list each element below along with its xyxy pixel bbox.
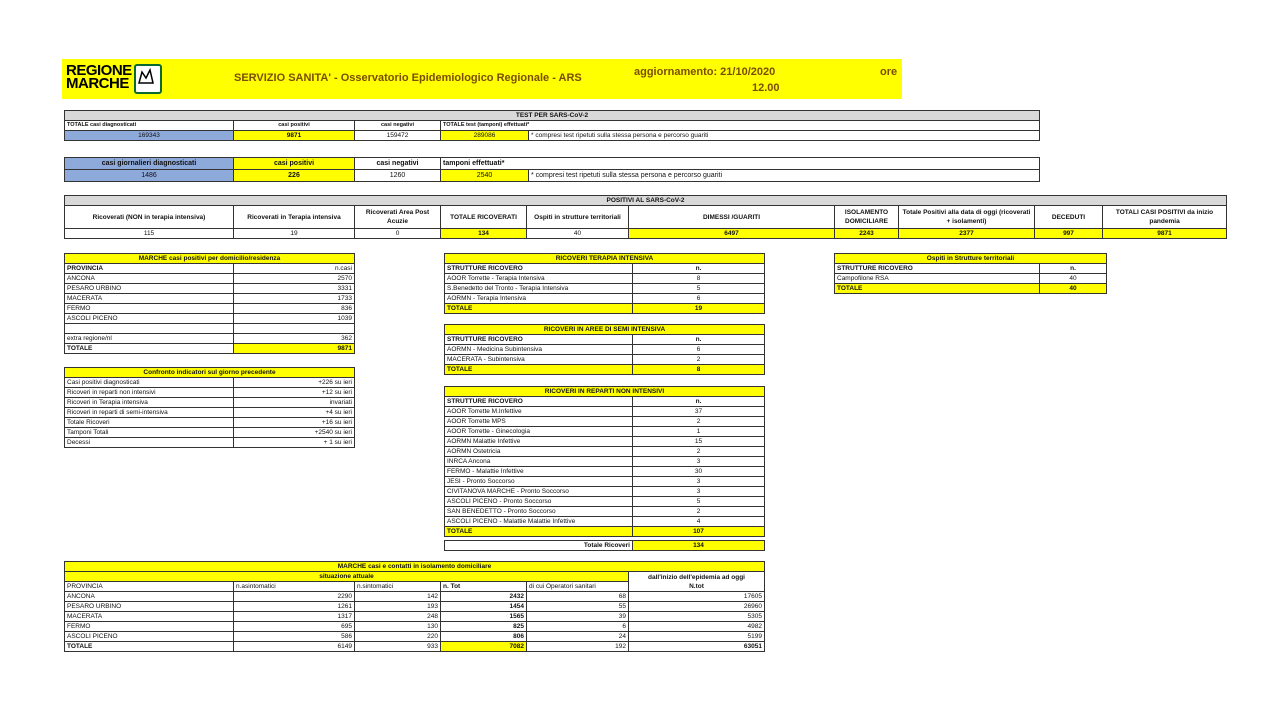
ti-head-struttura: STRUTTURE RICOVERO xyxy=(445,264,633,274)
isol-asint: 1317 xyxy=(234,612,355,622)
nonint-struttura: ASCOLI PICENO - Pronto Soccorso xyxy=(445,497,633,507)
confronto-label: Ricoveri in reparti di semi-intensiva xyxy=(65,408,234,418)
domicilio-prov: extra regione/nl xyxy=(65,334,234,344)
domicilio-n: 362 xyxy=(234,334,355,344)
table-row xyxy=(65,632,765,642)
region-logo xyxy=(66,64,166,96)
daily-table xyxy=(64,157,1040,182)
domicilio-head-prov: PROVINCIA xyxy=(65,264,234,274)
nonint-n: 15 xyxy=(633,437,765,447)
table-row xyxy=(65,408,355,418)
isol-ntot: 4982 xyxy=(629,622,765,632)
isol-prov: FERMO xyxy=(65,622,234,632)
confronto-label: Decessi xyxy=(65,438,234,448)
table-row xyxy=(445,507,765,517)
update-time: 12.00 xyxy=(752,82,780,94)
isol-ntot: 5199 xyxy=(629,632,765,642)
nonint-n: 2 xyxy=(633,507,765,517)
table-row xyxy=(445,407,765,417)
nonint-total-label: TOTALE xyxy=(445,527,633,537)
isolamento-head-prov: PROVINCIA xyxy=(65,582,234,592)
ospiti-table xyxy=(834,253,1107,294)
confronto-value: +2540 su ieri xyxy=(234,428,355,438)
isolamento-head-sint: n.sintomatici xyxy=(355,582,441,592)
nonint-struttura: ASCOLI PICENO - Malattie Malattie Infettive xyxy=(445,517,633,527)
nonint-struttura: AOOR Torrette MPS xyxy=(445,417,633,427)
table-row xyxy=(445,284,765,294)
table-row xyxy=(445,294,765,304)
isol-tot: 1454 xyxy=(441,602,527,612)
totale-ricoveri-label: Totale Ricoveri xyxy=(445,541,633,551)
isolamento-head-ntot2: N.tot xyxy=(689,582,704,590)
ospiti-total-label: TOTALE xyxy=(835,284,1040,294)
nonint-n: 3 xyxy=(633,487,765,497)
confronto-value: +226 su ieri xyxy=(234,378,355,388)
isolamento-title: MARCHE casi e contatti in isolamento domiciliare xyxy=(65,562,765,572)
isol-oper: 6 xyxy=(527,622,629,632)
totale-ricoveri-table xyxy=(444,540,765,551)
ti-struttura: AORMN - Terapia Intensiva xyxy=(445,294,633,304)
isolamento-head-oper: di cui Operatori sanitari xyxy=(527,582,629,592)
isol-total-ntot: 63051 xyxy=(629,642,765,652)
semi-total-value: 8 xyxy=(633,365,765,375)
confronto-value: invariati xyxy=(234,398,355,408)
nonint-n: 2 xyxy=(633,417,765,427)
table-row xyxy=(445,517,765,527)
isol-sint: 248 xyxy=(355,612,441,622)
domicilio-prov: ANCONA xyxy=(65,274,234,284)
nonint-n: 1 xyxy=(633,427,765,437)
domicilio-total-value: 9871 xyxy=(234,344,355,354)
ospiti-struttura: Campofilone RSA xyxy=(835,274,1040,284)
test-val-tamponi: 289086 xyxy=(441,131,529,141)
ti-title: RICOVERI TERAPIA INTENSIVA xyxy=(445,254,765,264)
confronto-value: +4 su ieri xyxy=(234,408,355,418)
pos-val-totali: 9871 xyxy=(1103,229,1227,239)
domicilio-n: 1733 xyxy=(234,294,355,304)
confronto-value: +12 su ieri xyxy=(234,388,355,398)
table-row xyxy=(65,324,355,334)
logo-emblem-icon xyxy=(134,64,162,94)
table-row xyxy=(445,487,765,497)
nonint-head-n: n. xyxy=(633,397,765,407)
confronto-label: Tamponi Totali xyxy=(65,428,234,438)
isol-asint: 586 xyxy=(234,632,355,642)
table-row xyxy=(65,612,765,622)
isol-ntot: 17605 xyxy=(629,592,765,602)
nonint-struttura: INRCA Ancona xyxy=(445,457,633,467)
test-note: * compresi test ripetuti sulla stessa persona e percorso guariti xyxy=(529,131,1040,141)
domicilio-n: 1039 xyxy=(234,314,355,324)
isol-prov: ASCOLI PICENO xyxy=(65,632,234,642)
confronto-label: Totale Ricoveri xyxy=(65,418,234,428)
logo-line-2: MARCHE xyxy=(66,75,129,92)
semi-total-label: TOTALE xyxy=(445,365,633,375)
update-label: aggiornamento: 21/10/2020 xyxy=(634,66,776,78)
nonint-struttura: AOOR Torrette - Ginecologia xyxy=(445,427,633,437)
logo-line-1: REGIONE xyxy=(66,62,132,79)
isol-sint: 142 xyxy=(355,592,441,602)
confronto-title: Confronto indicatori sul giorno precedente xyxy=(65,368,355,378)
daily-val-positivi: 226 xyxy=(234,170,355,182)
test-val-total: 169343 xyxy=(65,131,234,141)
pos-col-totali: TOTALI CASI POSITIVI da inizio pandemia xyxy=(1103,206,1227,229)
isol-total-tot: 7082 xyxy=(441,642,527,652)
nonint-n: 2 xyxy=(633,447,765,457)
nonint-n: 3 xyxy=(633,477,765,487)
domicilio-table xyxy=(64,253,355,354)
nonint-struttura: AOOR Torrette M.Infettive xyxy=(445,407,633,417)
totale-ricoveri-value: 134 xyxy=(633,541,765,551)
domicilio-head-n: n.casi xyxy=(234,264,355,274)
domicilio-n: 836 xyxy=(234,304,355,314)
confronto-table xyxy=(64,367,355,448)
isol-sint: 193 xyxy=(355,602,441,612)
isol-tot: 2432 xyxy=(441,592,527,602)
table-row xyxy=(445,477,765,487)
ospiti-n: 40 xyxy=(1040,274,1107,284)
daily-col-casi: casi giornalieri diagnosticati xyxy=(65,158,234,170)
isolamento-sub-attuale: situazione attuale xyxy=(65,572,629,582)
table-row xyxy=(65,334,355,344)
daily-col-negativi: casi negativi xyxy=(355,158,441,170)
daily-val-negativi: 1260 xyxy=(355,170,441,182)
positivi-table xyxy=(64,195,1227,239)
domicilio-prov xyxy=(65,324,234,334)
test-col-tamponi: TOTALE test (tamponi) effettuati* xyxy=(441,121,1040,131)
ti-head-n: n. xyxy=(633,264,765,274)
table-row xyxy=(445,345,765,355)
domicilio-total-label: TOTALE xyxy=(65,344,234,354)
pos-val-ti: 19 xyxy=(234,229,355,239)
nonint-struttura: AORMN Malattie Infettive xyxy=(445,437,633,447)
isol-total-asint: 6149 xyxy=(234,642,355,652)
table-row xyxy=(65,274,355,284)
ti-n: 5 xyxy=(633,284,765,294)
isol-tot: 806 xyxy=(441,632,527,642)
table-row xyxy=(65,418,355,428)
pos-col-totpos: Totale Positivi alla data di oggi (ricoverati + isolamenti) xyxy=(899,206,1035,229)
pos-col-postacuzie: Ricoverati Area Post Acuzie xyxy=(355,206,441,229)
isol-sint: 220 xyxy=(355,632,441,642)
semi-table xyxy=(444,324,765,375)
confronto-label: Ricoveri in reparti non intensivi xyxy=(65,388,234,398)
test-title: TEST PER SARS-CoV-2 xyxy=(65,111,1040,121)
pos-val-dimessi: 6497 xyxy=(629,229,835,239)
ti-n: 8 xyxy=(633,274,765,284)
pos-col-isolamento: ISOLAMENTO DOMICILIARE xyxy=(835,206,899,229)
isol-tot: 1565 xyxy=(441,612,527,622)
pos-col-totric: TOTALE RICOVERATI xyxy=(441,206,527,229)
nonint-n: 5 xyxy=(633,497,765,507)
service-title: SERVIZIO SANITA' - Osservatorio Epidemiologico Regionale - ARS xyxy=(234,72,582,84)
test-table xyxy=(64,110,1040,141)
table-row xyxy=(65,398,355,408)
semi-n: 6 xyxy=(633,345,765,355)
domicilio-n: 2570 xyxy=(234,274,355,284)
ospiti-total-value: 40 xyxy=(1040,284,1107,294)
pos-col-ti: Ricoverati in Terapia intensiva xyxy=(234,206,355,229)
table-row xyxy=(65,314,355,324)
test-col-positivi: casi positivi xyxy=(234,121,355,131)
pos-val-ricoverati: 115 xyxy=(65,229,234,239)
nonint-head-struttura: STRUTTURE RICOVERO xyxy=(445,397,633,407)
isol-asint: 695 xyxy=(234,622,355,632)
domicilio-prov: ASCOLI PICENO xyxy=(65,314,234,324)
ti-n: 6 xyxy=(633,294,765,304)
nonint-n: 3 xyxy=(633,457,765,467)
isol-prov: PESARO URBINO xyxy=(65,602,234,612)
domicilio-prov: MACERATA xyxy=(65,294,234,304)
semi-n: 2 xyxy=(633,355,765,365)
table-row xyxy=(445,497,765,507)
ti-struttura: S.Benedetto del Tronto - Terapia Intensiva xyxy=(445,284,633,294)
ti-struttura: AOOR Torrette - Terapia Intensiva xyxy=(445,274,633,284)
confronto-value: +16 su ieri xyxy=(234,418,355,428)
isol-total-label: TOTALE xyxy=(65,642,234,652)
daily-val-tamponi: 2540 xyxy=(441,170,529,182)
table-row xyxy=(445,457,765,467)
isolamento-sub-inizio xyxy=(629,572,765,592)
table-row xyxy=(65,304,355,314)
domicilio-n: 3331 xyxy=(234,284,355,294)
nonint-struttura: CIVITANOVA MARCHE - Pronto Soccorso xyxy=(445,487,633,497)
pos-col-ricoverati: Ricoverati (NON in terapia intensiva) xyxy=(65,206,234,229)
isolamento-head-asint: n.asintomatici xyxy=(234,582,355,592)
isol-prov: ANCONA xyxy=(65,592,234,602)
table-row xyxy=(65,602,765,612)
table-row xyxy=(65,592,765,602)
ospiti-head-struttura: STRUTTURE RICOVERO xyxy=(835,264,1040,274)
isolamento-head-tot: n. Tot xyxy=(441,582,527,592)
isol-total-sint: 933 xyxy=(355,642,441,652)
confronto-label: Ricoveri in Terapia intensiva xyxy=(65,398,234,408)
semi-title: RICOVERI IN AREE DI SEMI INTENSIVA xyxy=(445,325,765,335)
isol-oper: 39 xyxy=(527,612,629,622)
table-row xyxy=(445,427,765,437)
isol-total-oper: 192 xyxy=(527,642,629,652)
isol-oper: 24 xyxy=(527,632,629,642)
daily-val-casi: 1486 xyxy=(65,170,234,182)
nonint-n: 4 xyxy=(633,517,765,527)
semi-struttura: AORMN - Medicina Subintensiva xyxy=(445,345,633,355)
nonint-title: RICOVERI IN REPARTI NON INTENSIVI xyxy=(445,387,765,397)
table-row xyxy=(445,467,765,477)
nonint-struttura: FERMO - Malattie Infettive xyxy=(445,467,633,477)
ti-total-label: TOTALE xyxy=(445,304,633,314)
domicilio-prov: PESARO URBINO xyxy=(65,284,234,294)
daily-col-tamponi: tamponi effettuati* xyxy=(441,158,1040,170)
test-col-total: TOTALE casi diagnosticati xyxy=(65,121,234,131)
table-row xyxy=(445,274,765,284)
isolamento-table xyxy=(64,561,765,652)
table-row xyxy=(445,355,765,365)
isol-asint: 1261 xyxy=(234,602,355,612)
table-row xyxy=(445,417,765,427)
pos-val-totric: 134 xyxy=(441,229,527,239)
table-row xyxy=(65,438,355,448)
daily-note: * compresi test ripetuti sulla stessa persona e percorso guariti xyxy=(529,170,1040,182)
table-row xyxy=(445,437,765,447)
ospiti-title: Ospiti in Strutture territoriali xyxy=(835,254,1107,264)
isol-prov: MACERATA xyxy=(65,612,234,622)
nonint-struttura: AORMN Ostetricia xyxy=(445,447,633,457)
ore-label: ore xyxy=(880,66,898,78)
pos-col-ospiti: Ospiti in strutture territoriali xyxy=(527,206,629,229)
domicilio-title: MARCHE casi positivi per domicilio/residenza xyxy=(65,254,355,264)
isol-sint: 130 xyxy=(355,622,441,632)
isol-ntot: 26960 xyxy=(629,602,765,612)
isol-asint: 2290 xyxy=(234,592,355,602)
table-row xyxy=(65,284,355,294)
pos-col-dimessi: DIMESSI /GUARITI xyxy=(629,206,835,229)
table-row xyxy=(65,378,355,388)
nonint-n: 37 xyxy=(633,407,765,417)
semi-head-struttura: STRUTTURE RICOVERO xyxy=(445,335,633,345)
test-col-negativi: casi negativi xyxy=(355,121,441,131)
isol-oper: 68 xyxy=(527,592,629,602)
confronto-value: + 1 su ieri xyxy=(234,438,355,448)
table-row xyxy=(65,622,765,632)
pos-val-ospiti: 40 xyxy=(527,229,629,239)
test-val-negativi: 159472 xyxy=(355,131,441,141)
test-val-positivi: 9871 xyxy=(234,131,355,141)
nonint-n: 30 xyxy=(633,467,765,477)
domicilio-n xyxy=(234,324,355,334)
pos-val-deceduti: 997 xyxy=(1035,229,1103,239)
isol-tot: 825 xyxy=(441,622,527,632)
domicilio-prov: FERMO xyxy=(65,304,234,314)
nonint-struttura: SAN BENEDETTO - Pronto Soccorso xyxy=(445,507,633,517)
table-row xyxy=(65,388,355,398)
isol-oper: 55 xyxy=(527,602,629,612)
table-row xyxy=(445,447,765,457)
table-row xyxy=(65,428,355,438)
pos-val-totpos: 2377 xyxy=(899,229,1035,239)
pos-col-deceduti: DECEDUTI xyxy=(1035,206,1103,229)
ti-table xyxy=(444,253,765,314)
pos-val-postacuzie: 0 xyxy=(355,229,441,239)
nonint-total-value: 107 xyxy=(633,527,765,537)
pos-val-isolamento: 2243 xyxy=(835,229,899,239)
table-row xyxy=(835,274,1107,284)
isol-ntot: 5305 xyxy=(629,612,765,622)
semi-struttura: MACERATA - Subintensiva xyxy=(445,355,633,365)
semi-head-n: n. xyxy=(633,335,765,345)
ospiti-head-n: n. xyxy=(1040,264,1107,274)
positivi-title: POSITIVI AL SARS-CoV-2 xyxy=(65,196,1227,206)
isolamento-sub-inizio-label: dall'inizio dell'epidemia ad oggi xyxy=(648,573,745,581)
nonint-table xyxy=(444,386,765,537)
ti-total-value: 19 xyxy=(633,304,765,314)
nonint-struttura: JESI - Pronto Soccorso xyxy=(445,477,633,487)
table-row xyxy=(65,294,355,304)
confronto-label: Casi positivi diagnosticati xyxy=(65,378,234,388)
daily-col-positivi: casi positivi xyxy=(234,158,355,170)
